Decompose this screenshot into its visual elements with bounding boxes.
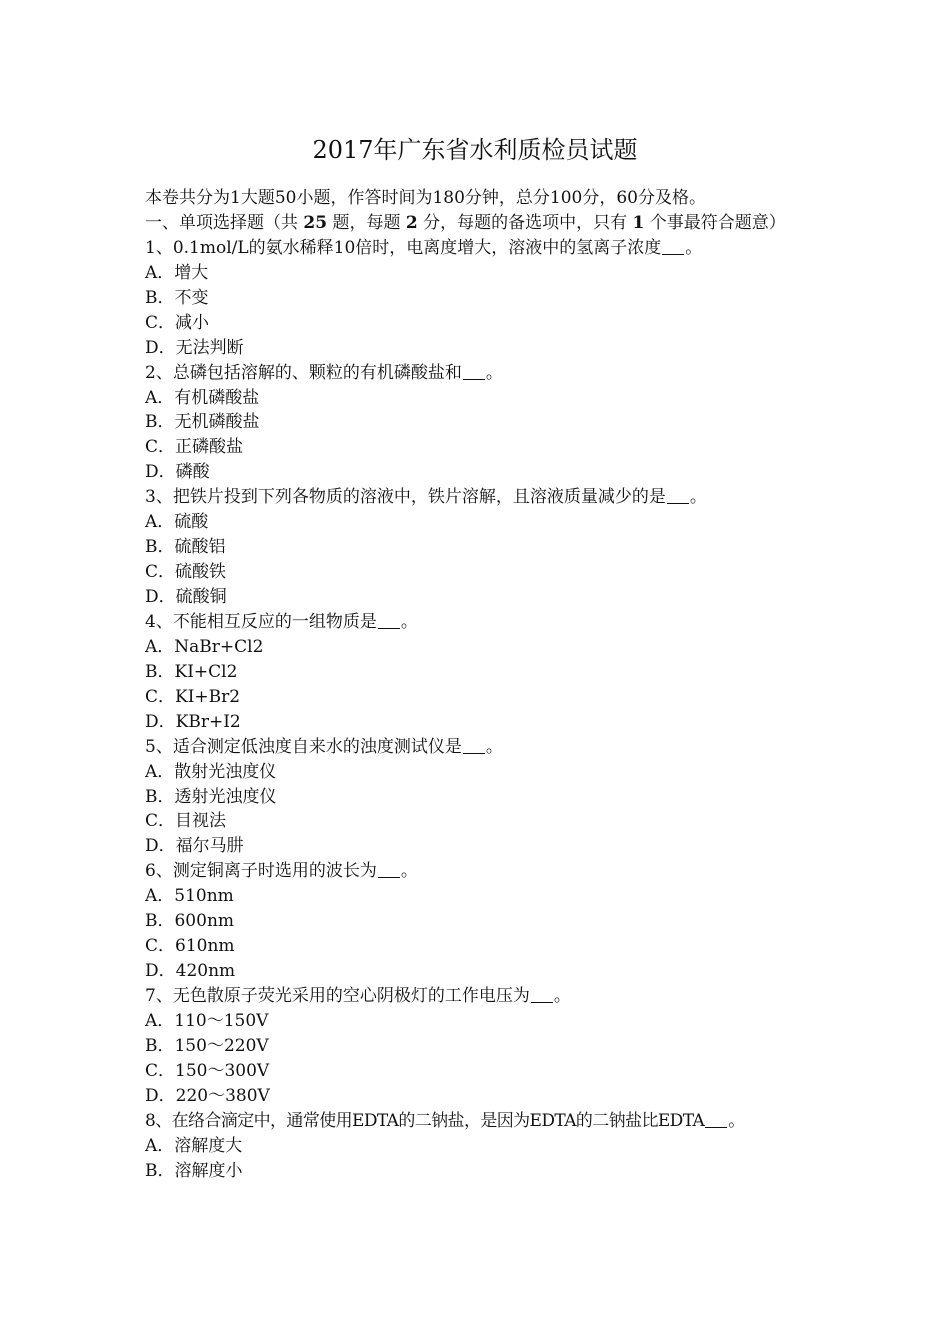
section-text: 分，每题的备选项中，只有 (417, 212, 633, 233)
option-item: A．溶解度大 (145, 1135, 243, 1156)
section-one: 1 (632, 212, 645, 233)
question-tail: 。 (400, 611, 418, 632)
option-item: D．福尔马肼 (145, 836, 244, 857)
option-item: C．正磷酸盐 (145, 437, 244, 458)
answer-blank (667, 487, 689, 504)
section-count: 25 (303, 212, 328, 233)
answer-blank (378, 612, 400, 629)
option-item: B．150～220V (145, 1035, 269, 1056)
option-item: B．溶解度小 (145, 1160, 243, 1181)
option-item: B．无机磷酸盐 (145, 412, 260, 433)
section-text: 一、单项选择题（共 (145, 212, 304, 233)
answer-blank (463, 363, 485, 380)
question-stem (145, 984, 810, 1009)
question-text: 4、不能相互反应的一组物质是 (145, 611, 377, 632)
question-tail: 。 (485, 362, 503, 383)
question-tail: 。 (685, 237, 703, 258)
option-item: D．无法判断 (145, 337, 244, 358)
option-item: A．增大 (145, 262, 209, 283)
option-item: C．减小 (145, 312, 210, 333)
section-heading (145, 211, 810, 236)
option-item: A．硫酸 (145, 512, 209, 533)
answer-blank (378, 861, 400, 878)
intro-text: 本卷共分为1大题50小题，作答时间为180分钟，总分100分，60分及格。 (145, 188, 706, 208)
question-text: 2、总磷包括溶解的、颗粒的有机磷酸盐和 (145, 362, 462, 383)
option-item: C．610nm (145, 936, 235, 957)
option-item: D．硫酸铜 (145, 587, 227, 608)
question-list (145, 236, 810, 1184)
option-item: C．150～300V (145, 1060, 270, 1081)
section-text: 题，每题 (327, 212, 406, 233)
document-body (145, 186, 810, 1184)
question-tail: 。 (728, 1110, 745, 1131)
question-tail: 。 (400, 861, 418, 882)
question-stem (145, 735, 810, 760)
question-text: 7、无色散原子荧光采用的空心阴极灯的工作电压为 (145, 986, 530, 1007)
option-item: A．散射光浊度仪 (145, 761, 277, 782)
option-item: B．600nm (145, 911, 235, 932)
answer-blank (705, 1111, 727, 1128)
question-text: 3、把铁片投到下列各物质的溶液中，铁片溶解，且溶液质量减少的是 (145, 487, 666, 508)
option-item: A．510nm (145, 886, 234, 907)
page-title: 2017年广东省水利质检员试题 (312, 136, 638, 164)
question-stem (145, 361, 810, 386)
option-item: A．有机磷酸盐 (145, 387, 260, 408)
section-score: 2 (405, 212, 418, 233)
option-item: C．目视法 (145, 811, 227, 832)
answer-blank (531, 986, 553, 1003)
option-item: B．不变 (145, 287, 209, 308)
answer-blank (662, 238, 684, 255)
option-item: B．KI+Cl2 (145, 661, 238, 682)
option-item: C．KI+Br2 (145, 686, 241, 707)
option-item: D．220～380V (145, 1085, 270, 1106)
question-text: 6、测定铜离子时选用的波长为 (145, 861, 377, 882)
question-tail: 。 (689, 487, 707, 508)
question-stem (145, 859, 810, 884)
option-item: B．透射光浊度仪 (145, 786, 277, 807)
option-item: B．硫酸铝 (145, 537, 226, 558)
question-tail: 。 (553, 986, 571, 1007)
option-item: D．KBr+I2 (145, 711, 241, 732)
answer-blank (463, 737, 485, 754)
question-stem (145, 1109, 810, 1134)
option-item: D．磷酸 (145, 462, 210, 483)
question-text: 5、适合测定低浊度自来水的浊度测试仪是 (145, 736, 462, 757)
question-stem (145, 610, 810, 635)
question-stem (145, 236, 810, 261)
question-text: 1、0.1mol/L的氨水稀释10倍时，电离度增大，溶液中的氢离子浓度 (145, 237, 662, 258)
question-tail: 。 (485, 736, 503, 757)
question-stem (145, 485, 810, 510)
option-item: C．硫酸铁 (145, 562, 227, 583)
question-text: 8、在络合滴定中，通常使用EDTA的二钠盐，是因为EDTA的二钠盐比EDTA (145, 1110, 705, 1131)
section-text: 个事最符合题意） (644, 212, 786, 233)
option-item: A．110～150V (145, 1010, 269, 1031)
option-item: D．420nm (145, 961, 236, 982)
option-item: A．NaBr+Cl2 (145, 636, 264, 657)
